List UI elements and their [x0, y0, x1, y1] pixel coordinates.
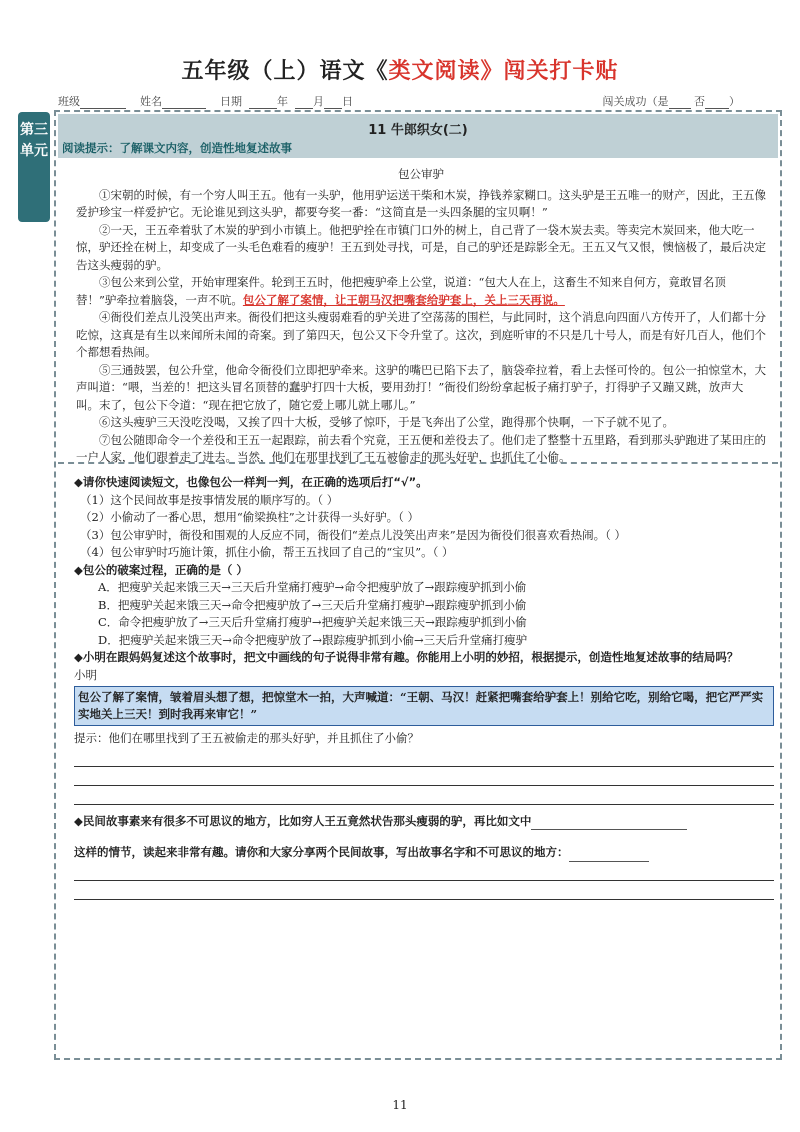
paragraph-5: ⑤三通鼓罢，包公升堂，他命令衙役们立即把驴牵来。这驴的嘴巴已陷下去了，脑袋牵拉着，看上去怪可怜的。包公一拍惊堂木，大声叫道：“喂，当差的！把这头冒名顶替的蠢驴打四十大板，要用劲打！”衙役们纷纷拿起板子痛打驴子，打得驴子又蹦又跳，放声大叫。末了，包公下令道：“现在把它放了，随它爱上哪儿就上哪儿。”: [76, 362, 766, 412]
info-bar: 班级 姓名 日期 年 月 日 闯关成功（是 否 ）: [58, 95, 740, 108]
answer-line[interactable]: [74, 864, 774, 881]
unit-tab: 第三单元: [18, 112, 50, 222]
paragraph-7: ⑦包公随即命令一个差役和王五一起跟踪，前去看个究竟，王五便和差役去了。他们走了整整十五里路，看到那头驴跑进了某田庄的一户人家，他们跟着走了进去。当然，他们在那里找到了王五被偷走的那头好驴，也抓住了小偷。: [76, 432, 766, 464]
year-field[interactable]: [249, 98, 277, 109]
underlined-sentence: 包公了解了案情，让王朝马汉把嘴套给驴套上，关上三天再说。: [242, 292, 565, 307]
answer-line[interactable]: [74, 769, 774, 786]
answer-line[interactable]: [74, 788, 774, 805]
q2-option-d[interactable]: D．把瘦驴关起来饿三天→命令把瘦驴放了→跟踪瘦驴抓到小偷→三天后升堂痛打瘦驴: [98, 632, 528, 647]
questions: ◆请你快速阅读短文，也像包公一样判一判，在正确的选项后打“√”。 （1）这个民间故事是按事情发展的顺序写的。（ ） （2）小偷动了一番心思，想用“偷梁换柱”之计获得一头好驴。（ ） （3）包公审驴时，衙役和围观的人反应不同，衙役们“差点儿没笑出声来”是因为衙役们很喜欢看热闹。（ ） （4）包公审驴时巧施计策，抓住小偷，帮王五找回了自己的“宝贝”。（ ） ◆包公的破案过程，正确的是（ ） A．把瘦驴关起来饿三天→三天后升堂痛打瘦驴→命令把瘦驴放了→跟踪瘦驴抓到小偷 B．把瘦驴关起来饿三天→命令把瘦驴放了→三天后升堂痛打瘦驴→跟踪瘦驴抓到小偷 C．命令把瘦驴放了→三天后升堂痛打瘦驴→把瘦驴关起来饿三天→跟踪瘦驴抓到小偷 D．把瘦驴关起来饿三天→命令把瘦驴放了→跟踪瘦驴抓到小偷→三天后升堂痛打瘦驴 ◆小明在跟妈妈复述这个故事时，把文中画线的句子说得非常有趣。你能用上小明的妙招，根据提示，创造性地复述故事的结局吗？ 小明 包公了解了案情，皱着眉头想了想，把惊堂木一拍，大声喊道：“王朝、马汉！赶紧把嘴套给驴套上！别给它吃，别给它喝，把它严严实实地关上三天！到时我再来审它！” 提示：他们在哪里找到了王五被偷走的那头好驴，并且抓住了小偷？ ◆民间故事素来有很多不可思议的地方，比如穷人王五竟然状告那头瘦弱的驴，再比如文中 这样的情节，读起来非常有趣。请你和大家分享两个民间故事，写出故事名字和不可思议的地方：: [74, 474, 774, 900]
q4-blank[interactable]: [569, 851, 649, 862]
month-field[interactable]: [295, 98, 313, 109]
q2-option-c[interactable]: C．命令把瘦驴放了→三天后升堂痛打瘦驴→把瘦驴关起来饿三天→跟踪瘦驴抓到小偷: [98, 615, 527, 629]
passage: [76, 166, 766, 467]
q2-option-a[interactable]: A．把瘦驴关起来饿三天→三天后升堂痛打瘦驴→命令把瘦驴放了→跟踪瘦驴抓到小偷: [98, 580, 527, 594]
q1-item[interactable]: （3）包公审驴时，衙役和围观的人反应不同，衙役们“差点儿没笑出声来”是因为衙役们很喜欢看热闹。（ ）: [80, 527, 626, 542]
question-3: ◆小明在跟妈妈复述这个故事时，把文中画线的句子说得非常有趣。你能用上小明的妙招，根据提示，创造性地复述故事的结局吗？: [74, 650, 739, 664]
answer-line[interactable]: [74, 750, 774, 767]
q4-inline-blank[interactable]: [531, 819, 687, 830]
passage-title: 包公审驴: [398, 167, 444, 181]
example-box: 包公了解了案情，皱着眉头想了想，把惊堂木一拍，大声喊道：“王朝、马汉！赶紧把嘴套给驴套上！别给它吃，别给它喝，把它严严实实地关上三天！到时我再来审它！”: [74, 686, 774, 726]
question-4: ◆民间故事素来有很多不可思议的地方，比如穷人王五竟然状告那头瘦弱的驴，再比如文中: [74, 813, 774, 831]
paragraph-3: ③包公来到公堂，开始审理案件。轮到王五时，他把瘦驴牵上公堂，说道：“包大人在上，这畜生不知来自何方，竟敢冒名顶替！”驴牵拉着脑袋，一声不吭。包公了解了案情，让王朝马汉把嘴套给驴套上，关上三天再说。: [76, 275, 726, 307]
paragraph-1: ①宋朝的时候，有一个穷人叫王五。他有一头驴，他用驴运送干柴和木炭，挣钱养家糊口。这头驴是王五唯一的财产，因此，王五像爱护珍宝一样爱护它。无论谁见到这头驴，都要夸奖一番：“这简直是一头四条腿的宝贝啊！”: [76, 187, 766, 219]
q1-item[interactable]: （4）包公审驴时巧施计策，抓住小偷，帮王五找回了自己的“宝贝”。（ ）: [80, 545, 454, 559]
page-title: 五年级（上）语文《类文阅读》闯关打卡贴: [181, 59, 619, 84]
reading-hint: 阅读提示：了解课文内容，创造性地复述故事: [62, 141, 292, 155]
paragraph-4: ④衙役们差点儿没笑出声来。衙役们把这头瘦弱难看的驴关进了空荡荡的围栏，与此同时，这个消息向四面八方传开了，人们都十分吃惊，这真是有生以来闻所未闻的奇案。到了第四天，包公又下令升堂了。这次，到庭听审的不只是几十号人，而是有好几百人，他们个个都想看热闹。: [76, 310, 766, 359]
student-name: 小明: [74, 667, 97, 682]
title-highlight: 类文阅读: [388, 59, 481, 84]
section-divider: [58, 462, 778, 464]
lesson-title: 11 牛郎织女(二): [368, 123, 468, 138]
q1-item[interactable]: （2）小偷动了一番心思，想用“偷梁换柱”之计获得一头好驴。（ ）: [80, 510, 419, 524]
question-1: ◆请你快速阅读短文，也像包公一样判一判，在正确的选项后打“√”。: [74, 475, 428, 489]
day-field[interactable]: [324, 98, 342, 109]
q3-hint: 提示：他们在哪里找到了王五被偷走的那头好驴，并且抓住了小偷？: [74, 731, 419, 745]
answer-line[interactable]: [74, 883, 774, 900]
q2-option-b[interactable]: B．把瘦驴关起来饿三天→命令把瘦驴放了→三天后升堂痛打瘦驴→跟踪瘦驴抓到小偷: [98, 597, 527, 612]
paragraph-6: ⑥这头瘦驴三天没吃没喝，又挨了四十大板，受够了惊吓，于是飞奔出了公堂，跑得那个快啊，一下子就不见了。: [99, 415, 674, 429]
paragraph-2: ②一天，王五牵着驮了木炭的驴到小市镇上。他把驴拴在市镇门口外的树上，自己背了一袋木炭去卖。等卖完木炭回来，他大吃一惊，驴还拴在树上，却变成了一头毛色难看的瘦驴！王五到处寻找，可是，自己的驴还是踪影全无。王五又气又恨，懊恼极了，最后决定告这头瘦弱的驴。: [76, 222, 766, 272]
class-field[interactable]: [80, 98, 126, 109]
page-number: 11: [392, 1098, 408, 1112]
name-field[interactable]: [162, 98, 206, 109]
q1-item[interactable]: （1）这个民间故事是按事情发展的顺序写的。（ ）: [80, 492, 339, 507]
result-check: 闯关成功（是 否 ）: [602, 95, 740, 108]
question-2: ◆包公的破案过程，正确的是（ ）: [74, 562, 248, 577]
